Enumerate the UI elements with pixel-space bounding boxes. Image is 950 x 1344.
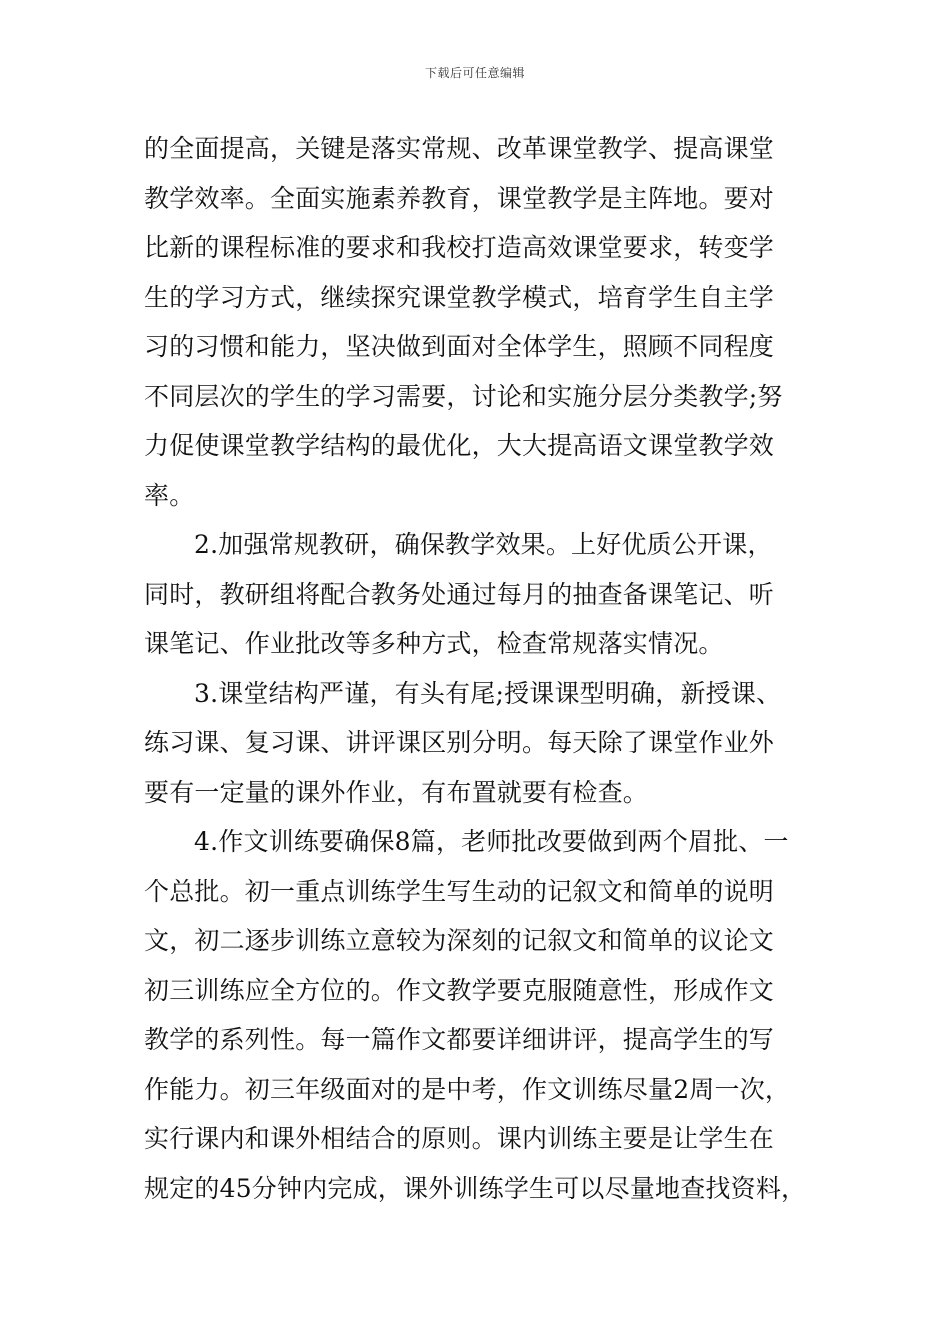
text-line: 练习课、复习课、讲评课区别分明。每天除了课堂作业外 xyxy=(144,728,775,757)
text-line: 文，初二逐步训练立意较为深刻的记叙文和简单的议论文 xyxy=(144,926,775,955)
text-line: 的全面提高，关键是落实常规、改革课堂教学、提高课堂 xyxy=(144,134,775,163)
text-line: 4.作文训练要确保8篇，老师批改要做到两个眉批、一 xyxy=(194,827,789,856)
text-line: 教学效率。全面实施素养教育，课堂教学是主阵地。要对 xyxy=(144,183,775,213)
text-line: 2.加强常规教研，确保教学效果。上好优质公开课， xyxy=(194,530,773,559)
text-line: 习的习惯和能力，坚决做到面对全体学生，照顾不同程度 xyxy=(144,332,775,361)
text-line: 实行课内和课外相结合的原则。课内训练主要是让学生在 xyxy=(144,1124,775,1153)
text-line: 生的学习方式，继续探究课堂教学模式，培育学生自主学 xyxy=(144,282,775,312)
page-header-note: 下载后可任意编辑 xyxy=(424,66,525,80)
text-line: 力促使课堂教学结构的最优化，大大提高语文课堂教学效 xyxy=(144,431,775,460)
text-line: 个总批。初一重点训练学生写生动的记叙文和简单的说明 xyxy=(144,876,775,906)
text-line: 课笔记、作业批改等多种方式，检查常规落实情况。 xyxy=(144,629,724,658)
text-line: 要有一定量的课外作业，有布置就要有检查。 xyxy=(144,777,649,807)
text-line: 规定的45分钟内完成，课外训练学生可以尽量地查找资料， xyxy=(144,1173,807,1203)
text-line: 作能力。初三年级面对的是中考，作文训练尽量2周一次， xyxy=(144,1074,791,1104)
text-line: 初三训练应全方位的。作文教学要克服随意性，形成作文 xyxy=(144,975,775,1005)
text-line: 率。 xyxy=(144,480,195,510)
text-line: 比新的课程标准的要求和我校打造高效课堂要求，转变学 xyxy=(144,233,775,262)
text-line: 同时，教研组将配合教务处通过每月的抽查备课笔记、听 xyxy=(144,579,775,609)
document-body xyxy=(144,124,824,1213)
text-line: 不同层次的学生的学习需要，讨论和实施分层分类教学;努 xyxy=(144,381,783,411)
text-line: 教学的系列性。每一篇作文都要详细讲评，提高学生的写 xyxy=(144,1025,775,1054)
text-line: 3.课堂结构严谨，有头有尾;授课课型明确，新授课、 xyxy=(194,678,782,708)
